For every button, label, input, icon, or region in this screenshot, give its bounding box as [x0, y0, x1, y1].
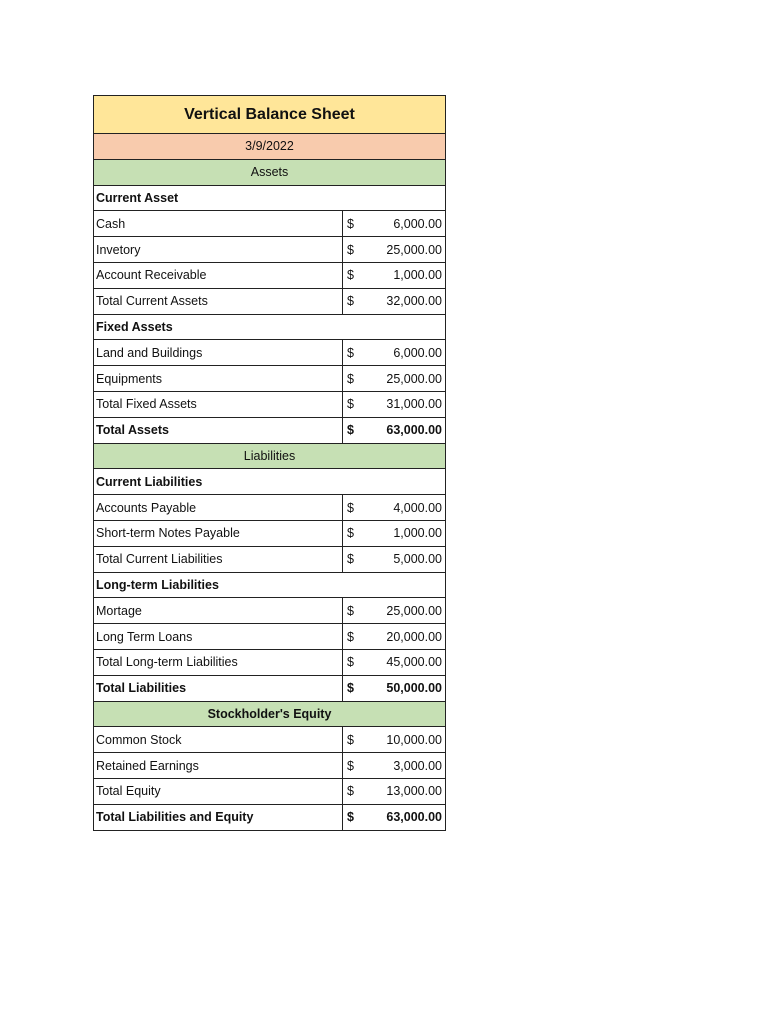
row-label: Total Fixed Assets — [94, 392, 343, 417]
date-row — [94, 134, 445, 160]
table-row — [94, 779, 445, 805]
currency-symbol: $ — [347, 552, 354, 567]
row-label: Equipments — [94, 366, 343, 391]
assets-header-row — [94, 160, 445, 186]
liabilities-header-row — [94, 444, 445, 470]
row-amount — [343, 753, 445, 778]
table-row — [94, 392, 445, 418]
balance-sheet-table — [93, 95, 446, 831]
currency-symbol: $ — [347, 732, 354, 747]
row-amount — [343, 289, 445, 314]
row-amount — [343, 598, 445, 623]
table-row — [94, 753, 445, 779]
currency-symbol: $ — [347, 242, 354, 257]
row-value: 6,000.00 — [393, 216, 442, 231]
row-amount — [343, 547, 445, 572]
liabilities-header: Liabilities — [243, 448, 296, 463]
row-value: 13,000.00 — [386, 784, 442, 799]
row-value: 10,000.00 — [386, 732, 442, 747]
currency-symbol: $ — [347, 681, 354, 696]
row-value: 4,000.00 — [393, 500, 442, 515]
current-assets-heading-row — [94, 186, 445, 212]
row-value: 1,000.00 — [393, 268, 442, 283]
table-row — [94, 237, 445, 263]
row-label: Cash — [94, 211, 343, 236]
row-label: Account Receivable — [94, 263, 343, 288]
row-value: 45,000.00 — [386, 655, 442, 670]
table-row — [94, 263, 445, 289]
table-row — [94, 211, 445, 237]
row-value: 6,000.00 — [393, 345, 442, 360]
row-amount — [343, 237, 445, 262]
current-assets-heading: Current Asset — [96, 190, 179, 205]
row-label: Total Current Liabilities — [94, 547, 343, 572]
row-value: 1,000.00 — [393, 526, 442, 541]
row-label: Total Long-term Liabilities — [94, 650, 343, 675]
currency-symbol: $ — [347, 294, 354, 309]
row-label: Invetory — [94, 237, 343, 262]
table-row — [94, 366, 445, 392]
row-value: 3,000.00 — [393, 758, 442, 773]
sheet-date: 3/9/2022 — [245, 139, 294, 154]
row-label: Total Liabilities — [94, 676, 343, 701]
row-value: 50,000.00 — [386, 681, 442, 696]
row-value: 5,000.00 — [393, 552, 442, 567]
currency-symbol: $ — [347, 655, 354, 670]
longterm-liabilities-heading-row — [94, 573, 445, 599]
table-row — [94, 495, 445, 521]
row-amount — [343, 727, 445, 752]
currency-symbol: $ — [347, 500, 354, 515]
fixed-assets-heading: Fixed Assets — [96, 319, 173, 334]
row-label: Long Term Loans — [94, 624, 343, 649]
row-amount — [343, 495, 445, 520]
currency-symbol: $ — [347, 423, 354, 438]
row-amount — [343, 340, 445, 365]
row-value: 31,000.00 — [386, 397, 442, 412]
row-amount — [343, 521, 445, 546]
table-row — [94, 624, 445, 650]
row-value: 63,000.00 — [386, 423, 442, 438]
sheet-title-row — [94, 96, 445, 134]
row-label: Total Liabilities and Equity — [94, 805, 343, 830]
row-amount — [343, 624, 445, 649]
row-amount — [343, 676, 445, 701]
currency-symbol: $ — [347, 810, 354, 825]
table-row — [94, 547, 445, 573]
row-label: Total Equity — [94, 779, 343, 804]
currency-symbol: $ — [347, 268, 354, 283]
sheet-title: Vertical Balance Sheet — [184, 105, 355, 123]
table-row — [94, 289, 445, 315]
row-label: Retained Earnings — [94, 753, 343, 778]
currency-symbol: $ — [347, 784, 354, 799]
row-label: Common Stock — [94, 727, 343, 752]
equity-header: Stockholder's Equity — [207, 706, 332, 721]
currency-symbol: $ — [347, 629, 354, 644]
fixed-assets-heading-row — [94, 315, 445, 341]
row-value: 20,000.00 — [386, 629, 442, 644]
currency-symbol: $ — [347, 345, 354, 360]
row-value: 25,000.00 — [386, 371, 442, 386]
table-row — [94, 650, 445, 676]
row-amount — [343, 805, 445, 830]
row-label: Accounts Payable — [94, 495, 343, 520]
row-amount — [343, 263, 445, 288]
assets-header: Assets — [250, 165, 289, 180]
current-liabilities-heading: Current Liabilities — [96, 474, 203, 489]
row-amount — [343, 418, 445, 443]
total-liabilities-equity-row — [94, 805, 445, 831]
row-amount — [343, 779, 445, 804]
currency-symbol: $ — [347, 603, 354, 618]
row-label: Total Current Assets — [94, 289, 343, 314]
row-amount — [343, 366, 445, 391]
currency-symbol: $ — [347, 758, 354, 773]
current-liabilities-heading-row — [94, 469, 445, 495]
total-liabilities-row — [94, 676, 445, 702]
equity-header-row — [94, 702, 445, 728]
row-amount — [343, 211, 445, 236]
row-value: 25,000.00 — [386, 603, 442, 618]
table-row — [94, 340, 445, 366]
currency-symbol: $ — [347, 371, 354, 386]
row-value: 25,000.00 — [386, 242, 442, 257]
currency-symbol: $ — [347, 526, 354, 541]
row-amount — [343, 392, 445, 417]
row-label: Short-term Notes Payable — [94, 521, 343, 546]
row-label: Total Assets — [94, 418, 343, 443]
currency-symbol: $ — [347, 216, 354, 231]
table-row — [94, 521, 445, 547]
row-label: Land and Buildings — [94, 340, 343, 365]
longterm-liabilities-heading: Long-term Liabilities — [96, 577, 219, 592]
row-label: Mortage — [94, 598, 343, 623]
row-value: 63,000.00 — [386, 810, 442, 825]
table-row — [94, 727, 445, 753]
row-value: 32,000.00 — [386, 294, 442, 309]
row-amount — [343, 650, 445, 675]
total-assets-row — [94, 418, 445, 444]
currency-symbol: $ — [347, 397, 354, 412]
table-row — [94, 598, 445, 624]
